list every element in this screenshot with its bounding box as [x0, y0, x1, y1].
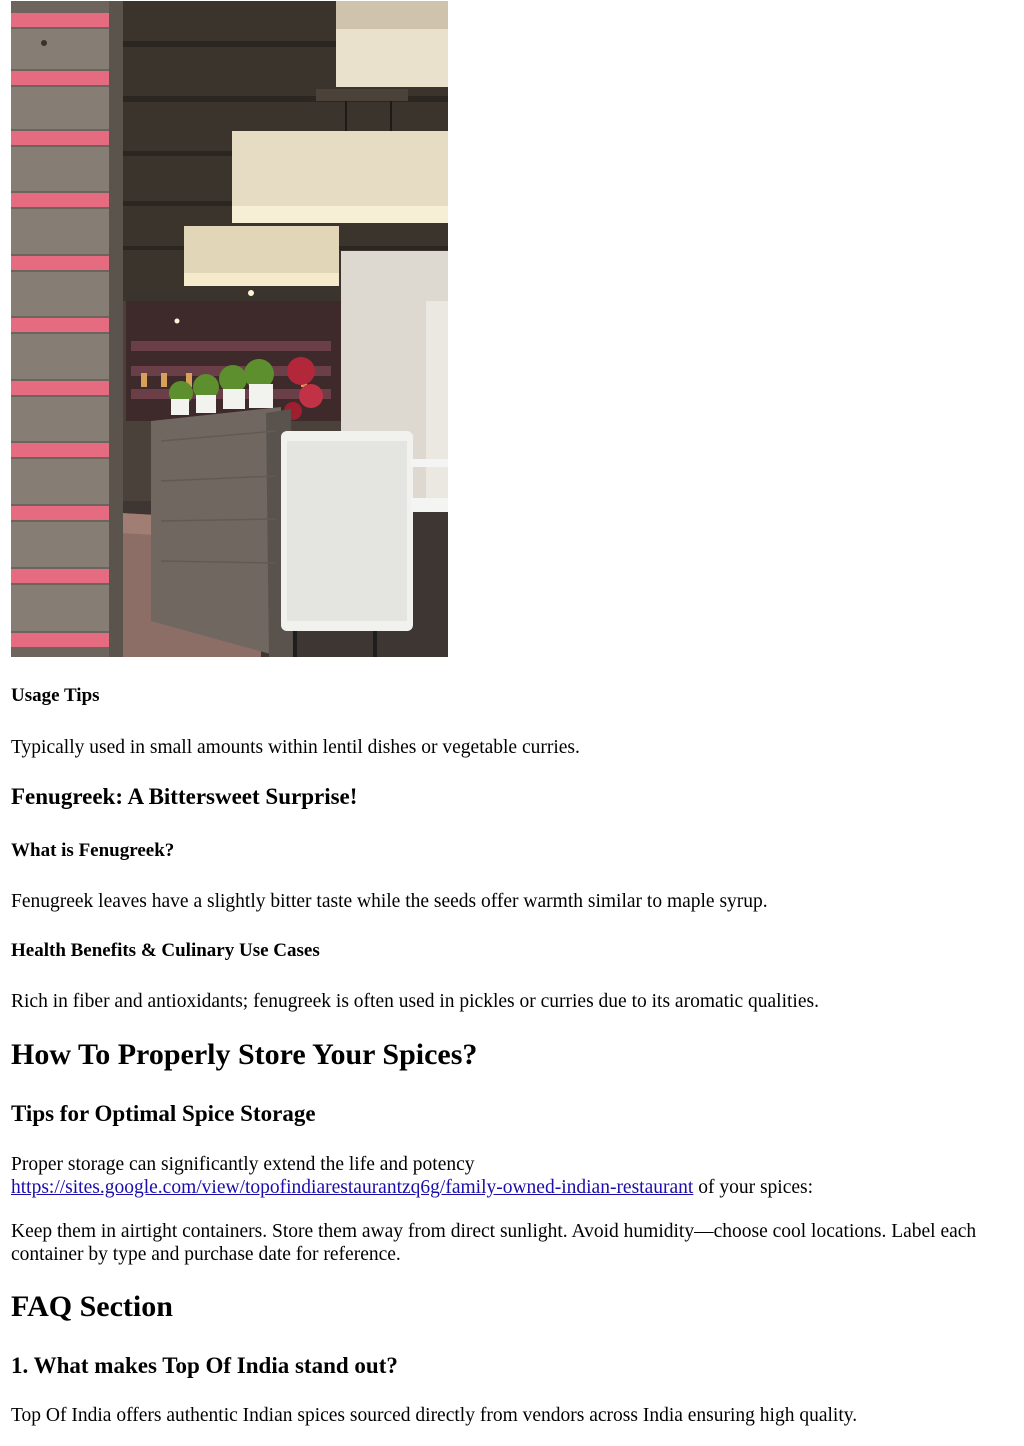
fenugreek-heading: Fenugreek: A Bittersweet Surprise! — [11, 784, 358, 809]
what-is-fenugreek-text: Fenugreek leaves have a slightly bitter taste while the seeds offer warmth similar to maple syrup. — [11, 891, 768, 912]
faq-heading: FAQ Section — [11, 1290, 173, 1323]
health-benefits-text: Rich in fiber and antioxidants; fenugreek is often used in pickles or curries due to its aromatic qualities. — [11, 991, 819, 1012]
what-is-fenugreek-heading: What is Fenugreek? — [11, 840, 175, 861]
usage-tips-heading: Usage Tips — [11, 685, 100, 706]
health-benefits-heading: Health Benefits & Culinary Use Cases — [11, 940, 320, 961]
storage-heading: How To Properly Store Your Spices? — [11, 1038, 478, 1071]
storage-intro-paragraph — [11, 1153, 1001, 1199]
faq-answer-1: Top Of India offers authentic Indian spices sourced directly from vendors across India ensuring high quality. — [11, 1405, 858, 1426]
storage-intro-after: of your spices: — [693, 1177, 814, 1198]
storage-tips-text: Keep them in airtight containers. Store them away from direct sunlight. Avoid humidity—choose cool locations. Label each container by type and purchase date for reference. — [11, 1221, 977, 1265]
usage-tips-text: Typically used in small amounts within lentil dishes or vegetable curries. — [11, 737, 580, 758]
storage-intro-before: Proper storage can significantly extend the life and potency — [11, 1154, 475, 1175]
restaurant-interior-photo — [11, 1, 448, 657]
faq-question-1: 1. What makes Top Of India stand out? — [11, 1353, 398, 1378]
storage-tips-heading: Tips for Optimal Spice Storage — [11, 1101, 316, 1126]
restaurant-link[interactable]: https://sites.google.com/view/topofindiarestaurantzq6g/family-owned-indian-restaurant — [11, 1177, 694, 1198]
